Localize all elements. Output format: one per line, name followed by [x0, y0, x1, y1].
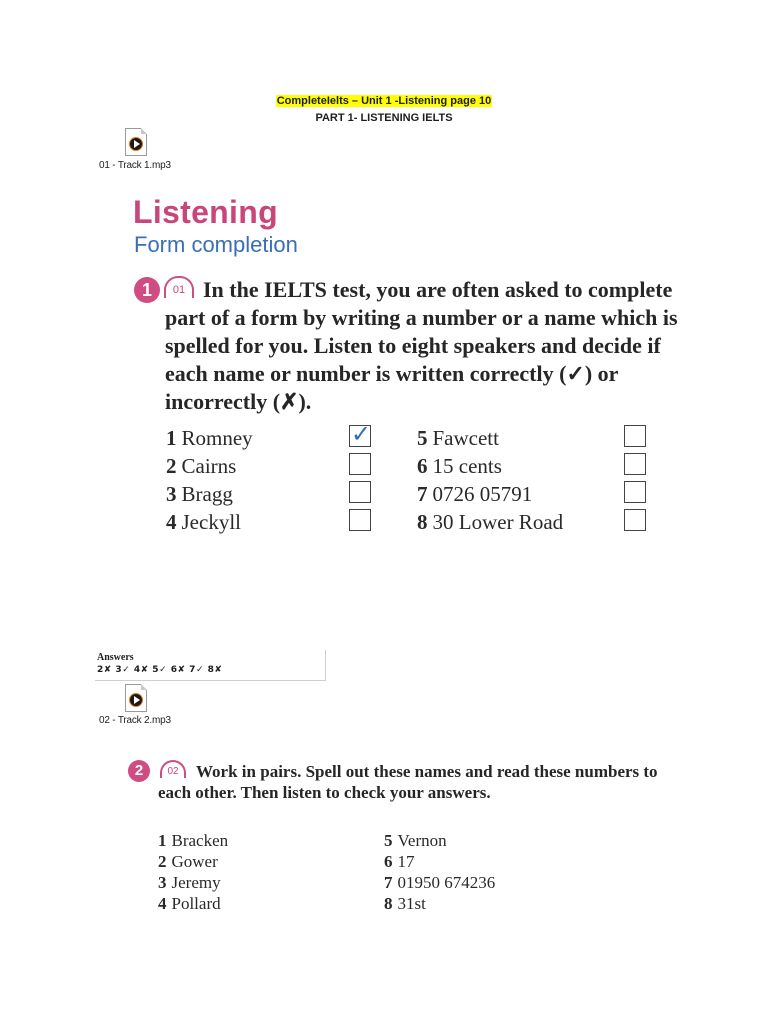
- exercise-2-item: [384, 852, 415, 872]
- exercise-1-item: [166, 454, 236, 479]
- item-text: Gower: [171, 852, 218, 871]
- exercise-2-instruction-text: Work in pairs. Spell out these names and read these numbers to each other. Then listen to check your answers.: [158, 762, 658, 802]
- exercise-1-item: [417, 454, 502, 479]
- exercise-1-instruction-text: In the IELTS test, you are often asked to complete part of a form by writing a number or a name which is spelled for you. Listen to eight speakers and decide if each name or number is written correctly (✓) or incorrectly (✗).: [165, 277, 678, 414]
- item-number: 5: [417, 426, 428, 450]
- exercise-2-item: [384, 894, 426, 914]
- checkbox-3[interactable]: [349, 481, 371, 503]
- exercise-2-item: [158, 852, 218, 872]
- exercise-1-item: [417, 510, 563, 535]
- track-1-filename[interactable]: 01 - Track 1.mp3: [99, 160, 171, 171]
- checkbox-1[interactable]: [349, 420, 372, 448]
- document-title: [0, 95, 768, 107]
- item-number: 7: [417, 482, 428, 506]
- media-file-icon[interactable]: [125, 684, 151, 714]
- checkbox-4[interactable]: [349, 509, 371, 531]
- item-text: Pollard: [171, 894, 221, 913]
- section-title: Listening: [133, 194, 278, 230]
- item-number: 2: [158, 852, 167, 871]
- play-icon: [129, 693, 143, 707]
- exercise-2-item: [158, 873, 221, 893]
- exercise-2-item: [158, 831, 228, 851]
- item-number: 1: [158, 831, 167, 850]
- section-subtitle: Form completion: [134, 232, 298, 257]
- headphones-icon: 01: [164, 276, 194, 298]
- item-text: Bracken: [171, 831, 229, 850]
- item-text: 15 cents: [432, 454, 502, 478]
- answers-label: Answers: [97, 652, 134, 663]
- exercise-2-item: [158, 894, 221, 914]
- exercise-2-instruction: [158, 761, 678, 803]
- check-mark-icon: ✓: [351, 420, 372, 448]
- item-number: 3: [166, 482, 177, 506]
- exercise-1-item: [166, 426, 253, 451]
- item-number: 4: [158, 894, 167, 913]
- item-text: 17: [397, 852, 415, 871]
- item-text: 0726 05791: [432, 482, 533, 506]
- checkbox-5[interactable]: [624, 425, 646, 447]
- item-text: 30 Lower Road: [432, 510, 564, 534]
- item-number: 1: [166, 426, 177, 450]
- exercise-1-instruction: [165, 276, 705, 416]
- item-number: 4: [166, 510, 177, 534]
- play-icon: [129, 137, 143, 151]
- item-text: Bragg: [181, 482, 233, 506]
- exercise-1-item: [417, 426, 499, 451]
- item-text: Jeremy: [171, 873, 221, 892]
- exercise-1-item: [166, 510, 241, 535]
- checkbox-6[interactable]: [624, 453, 646, 475]
- item-text: Fawcett: [432, 426, 499, 450]
- item-number: 8: [384, 894, 393, 913]
- item-text: Jeckyll: [181, 510, 241, 534]
- item-number: 5: [384, 831, 393, 850]
- item-number: 2: [166, 454, 177, 478]
- exercise-1-item: [166, 482, 233, 507]
- exercise-2-item: [384, 831, 447, 851]
- headphones-icon: 02: [160, 760, 186, 778]
- item-text: 01950 674236: [397, 873, 496, 892]
- media-file-icon[interactable]: [125, 128, 151, 158]
- exercise-1-item: [417, 482, 532, 507]
- item-text: Romney: [181, 426, 253, 450]
- answers-box: [95, 650, 326, 681]
- item-number: 6: [384, 852, 393, 871]
- exercise-2-number-badge: 2: [128, 760, 150, 782]
- item-text: Vernon: [397, 831, 447, 850]
- checkbox-2[interactable]: [349, 453, 371, 475]
- checkbox-7[interactable]: [624, 481, 646, 503]
- answers-line: 2✘ 3✓ 4✘ 5✓ 6✘ 7✓ 8✘: [97, 665, 223, 675]
- item-number: 6: [417, 454, 428, 478]
- item-number: 8: [417, 510, 428, 534]
- document-subtitle: PART 1- LISTENING IELTS: [315, 112, 453, 124]
- document-title-text: CompleteIelts – Unit 1 -Listening page 10: [276, 95, 492, 107]
- checkbox-8[interactable]: [624, 509, 646, 531]
- exercise-2-item: [384, 873, 495, 893]
- track-2-filename[interactable]: 02 - Track 2.mp3: [99, 715, 171, 726]
- item-text: 31st: [397, 894, 426, 913]
- item-text: Cairns: [181, 454, 237, 478]
- item-number: 7: [384, 873, 393, 892]
- item-number: 3: [158, 873, 167, 892]
- exercise-1-number-badge: 1: [134, 277, 160, 303]
